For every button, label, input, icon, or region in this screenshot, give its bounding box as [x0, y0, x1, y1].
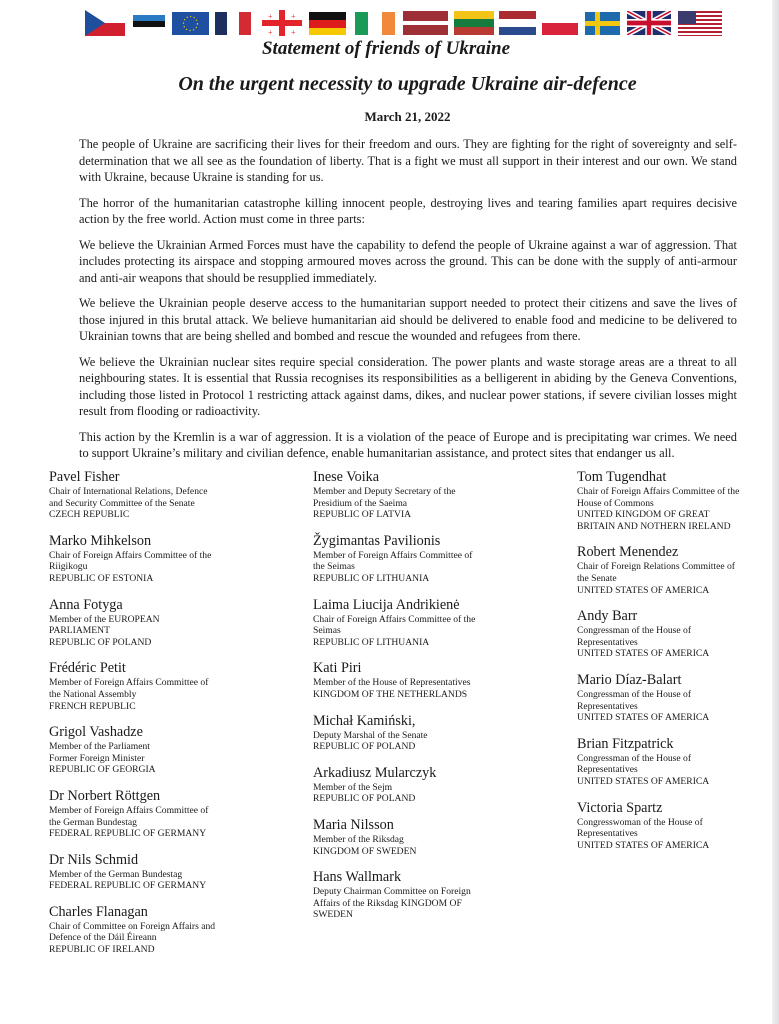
signatory-title-line: Defence of the Dáil Éireann — [49, 932, 157, 944]
signatory-title-line: Chair of Foreign Affairs Committee of the — [49, 549, 212, 561]
signatory-title-line: UNITED STATES OF AMERICA — [577, 584, 710, 596]
germany-flag-icon — [309, 12, 346, 35]
signatory-name: Brian Fitzpatrick — [577, 735, 674, 752]
czech-flag-icon — [85, 10, 125, 36]
signatory-title-line: Member of Foreign Affairs Committee of — [313, 549, 473, 561]
svg-text:+: + — [268, 28, 273, 36]
signatory-block — [313, 469, 558, 521]
signatory-block — [313, 765, 558, 805]
signatory-name: Arkadiusz Mularczyk — [313, 764, 437, 781]
signatory-title-line: BRITAIN AND NOTHERN IRELAND — [577, 520, 731, 532]
svg-text:+: + — [291, 12, 296, 21]
signatory-title-line: KINGDOM OF SWEDEN — [313, 845, 417, 857]
signatory-title-line: Member of the Riksdag — [313, 833, 404, 845]
signatory-block — [49, 660, 294, 712]
signatory-name: Marko Mihkelson — [49, 532, 152, 549]
signatory-title-line: and Security Committee of the Senate — [49, 497, 195, 509]
signatory-block — [313, 869, 558, 921]
signatory-title-line: UNITED STATES OF AMERICA — [577, 712, 710, 724]
signatory-title-line: CZECH REPUBLIC — [49, 509, 130, 521]
sweden-flag-icon — [585, 12, 620, 35]
signatory-block — [313, 713, 558, 753]
signatory-title-line: FEDERAL REPUBLIC OF GERMANY — [49, 880, 207, 892]
signatory-block — [577, 469, 767, 532]
signatory-title-line: REPUBLIC OF POLAND — [313, 741, 416, 753]
signatory-title-line: Congressman of the House of — [577, 688, 692, 700]
signatory-title-line: Chair of Committee on Foreign Affairs and — [49, 920, 216, 932]
paragraph: This action by the Kremlin is a war of aggression. It is a violation of the peace of Europe and is precipitating war crimes. We need to support Ukraine’s military and civilian defence, enable humanitarian assistance, and protect sites that endanger us all. — [79, 429, 737, 460]
signatory-name: Frédéric Petit — [49, 660, 126, 677]
signatory-block — [577, 736, 767, 788]
signatory-title-line: REPUBLIC OF IRELAND — [49, 944, 155, 956]
signatory-title-line: Seimas — [313, 625, 341, 637]
signatory-title-line: Chair of International Relations, Defence — [49, 486, 208, 497]
signatory-name: Pavel Fisher — [49, 469, 120, 485]
signatory-block — [49, 852, 294, 892]
signatory-title-line: REPUBLIC OF GEORGIA — [49, 764, 156, 776]
signatory-block — [49, 533, 294, 585]
signatory-block — [577, 608, 767, 660]
signatory-name: Mario Díaz-Balart — [577, 671, 682, 688]
signatory-title-line: Member of Foreign Affairs Committee of — [49, 804, 209, 816]
signatory-title-line: UNITED KINGDOM OF GREAT — [577, 509, 710, 521]
page-edge-shadow — [772, 0, 779, 1024]
signatory-title-line: Member of the Parliament — [49, 741, 150, 753]
paragraph: We believe the Ukrainian Armed Forces must have the capability to defend the people of Ukraine against a war of aggression. That includes protecting its airspace and stopping armoured moves across the ground. This can be done with the supply of anti-armour and anti-air weapons that should be resupplied immediately. — [79, 237, 737, 285]
signatories-column-1 — [49, 469, 294, 968]
estonia-flag-icon — [133, 15, 165, 32]
signatory-title-line: UNITED STATES OF AMERICA — [577, 839, 710, 851]
signatory-title-line: PARLIAMENT — [49, 625, 110, 637]
signatory-block — [49, 724, 294, 776]
paragraph: We believe the Ukrainian nuclear sites require special consideration. The power plants and waste storage areas are a threat to all neighbouring states. It is essential that Russia recognises its responsibilities as a belligerent in abiding by the Geneva Conventions, including those listed in Protocol 1 restricting attack against dams, dikes, and nuclear power stations, if severe civilian losses might result from flooding or radioactivity. — [79, 354, 737, 418]
signatory-name: Dr Nils Schmid — [49, 851, 139, 868]
signatory-title-line: Member of the German Bundestag — [49, 868, 183, 880]
signatory-title-line: the Seimas — [313, 561, 355, 573]
usa-flag-icon — [678, 11, 722, 36]
signatory-title-line: Deputy Chairman Committee on Foreign — [313, 886, 471, 898]
signatory-title-line: the National Assembly — [49, 688, 137, 700]
document-subtitle: On the urgent necessity to upgrade Ukraine air-defence — [178, 73, 637, 95]
flags-row — [85, 10, 725, 36]
signatory-title-line: Representatives — [577, 700, 638, 712]
signatory-block — [49, 597, 294, 649]
document-date: March 21, 2022 — [364, 109, 451, 124]
signatory-title-line: Member of Foreign Affairs Committee of — [49, 677, 209, 689]
signatory-name: Andy Barr — [577, 608, 638, 625]
svg-text:+: + — [291, 28, 296, 36]
signatory-title-line: REPUBLIC OF ESTONIA — [49, 572, 154, 584]
signatory-block — [49, 469, 294, 521]
statement-body — [79, 136, 737, 471]
signatory-title-line: Chair of Foreign Affairs Committee of the — [313, 613, 476, 625]
signatory-name: Žygimantas Pavilionis — [313, 532, 441, 549]
signatory-title-line: Member of the Sejm — [313, 781, 393, 793]
signatory-title-line: Riigikogu — [49, 561, 88, 573]
netherlands-flag-icon — [499, 11, 536, 35]
signatory-title-line: Representatives — [577, 636, 638, 648]
signatory-name: Maria Nilsson — [313, 816, 394, 833]
signatory-name: Dr Norbert Röttgen — [49, 787, 161, 804]
signatory-title-line: Representatives — [577, 764, 638, 776]
signatory-name: Kati Piri — [313, 660, 362, 677]
signatory-title-line: Deputy Marshal of the Senate — [313, 729, 428, 741]
paragraph: We believe the Ukrainian people deserve access to the humanitarian support needed to protect their citizens and save the lives of those injured in this brutal attack. We believe humanitarian aid should be delivered to enable food and medicine to be delivered to Ukrainian towns that are being shelled and bombed and rescue the wounded and refugees from there. — [79, 296, 737, 343]
svg-text:+: + — [268, 12, 273, 21]
signatory-block — [313, 533, 558, 585]
signatory-title-line: Chair of Foreign Relations Committee of — [577, 561, 736, 573]
signatories-column-2 — [313, 469, 558, 933]
signatory-title-line: KINGDOM OF THE NETHERLANDS — [313, 688, 468, 700]
lithuania-flag-icon — [454, 11, 494, 35]
signatory-title-line: Member of the House of Representatives — [313, 677, 471, 689]
eu-flag-icon — [172, 12, 209, 35]
uk-flag-icon — [627, 11, 671, 35]
signatory-title-line: Chair of Foreign Affairs Committee of the — [577, 486, 740, 497]
signatory-name: Tom Tugendhat — [577, 469, 667, 485]
georgia-flag-icon — [262, 10, 302, 36]
signatory-block — [577, 672, 767, 724]
paragraph: The horror of the humanitarian catastrophe killing innocent people, destroying lives and tearing families apart requires decisive action by the free world. Action must come in three parts: — [79, 195, 737, 226]
france-flag-icon — [215, 12, 251, 35]
signatory-name: Robert Menendez — [577, 544, 679, 561]
signatory-block — [577, 544, 767, 596]
latvia-flag-icon — [403, 11, 448, 35]
signatory-title-line: the Senate — [577, 572, 617, 584]
signatory-title-line: REPUBLIC OF POLAND — [49, 636, 152, 648]
signatory-title-line: UNITED STATES OF AMERICA — [577, 648, 710, 660]
poland-flag-icon — [542, 11, 578, 35]
signatory-title-line: REPUBLIC OF LATVIA — [313, 509, 412, 521]
signatory-title-line: Member and Deputy Secretary of the — [313, 486, 456, 497]
signatory-block — [577, 800, 767, 852]
signatory-name: Hans Wallmark — [313, 869, 402, 886]
signatory-title-line: REPUBLIC OF POLAND — [313, 793, 416, 805]
document-title: Statement of friends of Ukraine — [261, 38, 511, 59]
signatory-title-line: FRENCH REPUBLIC — [49, 700, 136, 712]
signatories-column-3 — [577, 469, 767, 863]
signatory-name: Inese Voika — [313, 469, 380, 485]
signatory-block — [313, 660, 558, 700]
signatory-title-line: Congresswoman of the House of — [577, 816, 703, 828]
signatory-name: Charles Flanagan — [49, 903, 148, 920]
signatory-block — [313, 597, 558, 649]
signatory-title-line: UNITED STATES OF AMERICA — [577, 775, 710, 787]
ireland-flag-icon — [355, 12, 395, 35]
signatory-name: Anna Fotyga — [49, 596, 123, 613]
paragraph: The people of Ukraine are sacrificing their lives for their freedom and ours. They are fighting for the right of sovereignty and self-determination that we all see as the foundation of liberty. That is a fight we must all support in their interest and our own. We stand with Ukraine, because Ukraine is standing for us. — [79, 137, 737, 184]
signatory-title-line: Member of the EUROPEAN — [49, 613, 160, 625]
signatory-title-line: Affairs of the Riksdag KINGDOM OF — [313, 897, 462, 909]
signatory-name: Michał Kamiński, — [313, 712, 416, 729]
signatory-title-line: SWEDEN — [313, 909, 353, 921]
signatory-title-line: Representatives — [577, 828, 638, 840]
signatory-block — [49, 904, 294, 956]
signatory-block — [313, 817, 558, 857]
signatory-name: Grigol Vashadze — [49, 724, 143, 741]
signatory-title-line: FEDERAL REPUBLIC OF GERMANY — [49, 828, 207, 840]
signatory-title-line: Congressman of the House of — [577, 752, 692, 764]
signatory-name: Laima Liucija Andrikienė — [313, 596, 460, 613]
signatory-title-line: Congressman of the House of — [577, 625, 692, 637]
signatory-title-line: Presidium of the Saeima — [313, 497, 408, 509]
signatory-title-line: REPUBLIC OF LITHUANIA — [313, 572, 430, 584]
signatory-block — [49, 788, 294, 840]
signatory-title-line: House of Commons — [577, 497, 654, 509]
signatory-title-line: REPUBLIC OF LITHUANIA — [313, 636, 430, 648]
signatory-title-line: the German Bundestag — [49, 816, 137, 828]
signatory-title-line: Former Foreign Minister — [49, 752, 145, 764]
signatory-name: Victoria Spartz — [577, 799, 663, 816]
